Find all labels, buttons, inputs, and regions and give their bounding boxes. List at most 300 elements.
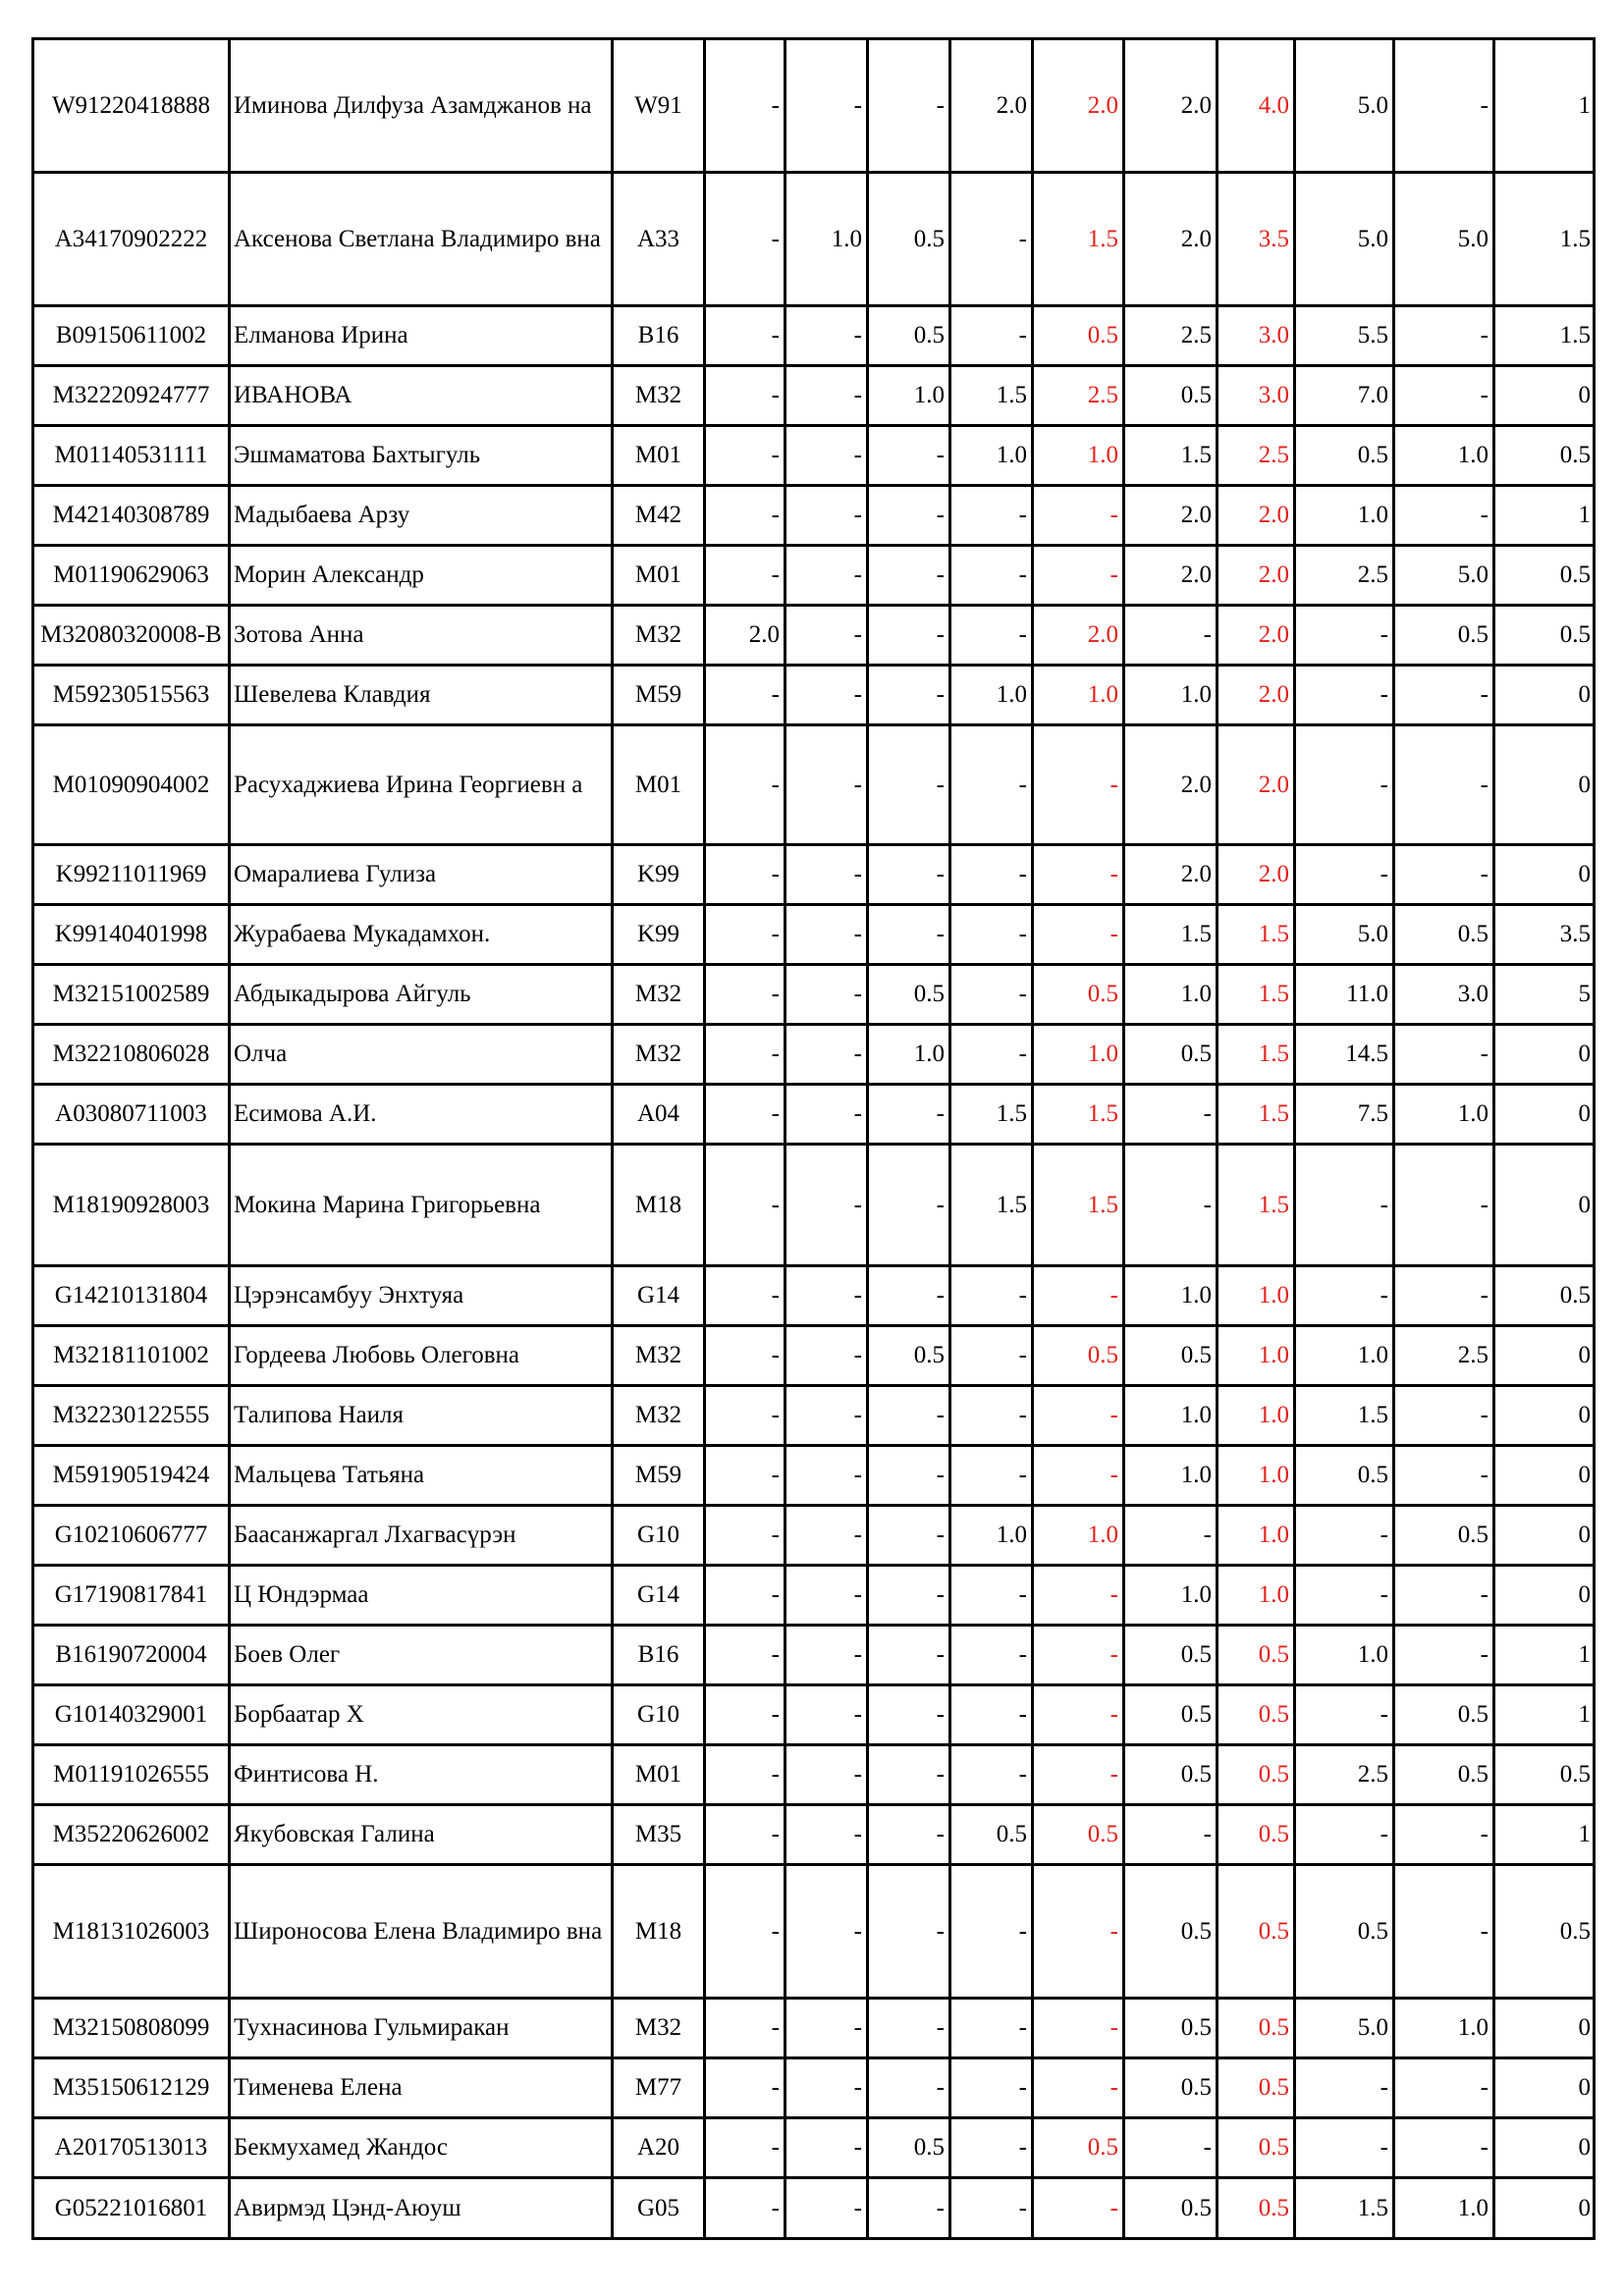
participant-id-cell: M01191026555 [33, 1745, 230, 1805]
score-cell: - [950, 1566, 1033, 1626]
score-cell: - [868, 1626, 950, 1685]
score-cell: - [868, 1999, 950, 2058]
table-row [33, 1025, 1595, 1085]
subtotal-cell: 2.0 [1033, 39, 1124, 173]
club-code-cell: M01 [613, 1745, 705, 1805]
score-cell: 0.5 [868, 965, 950, 1025]
subtotal-cell: 2.5 [1033, 366, 1124, 426]
score-cell: - [868, 1745, 950, 1805]
club-code-cell: M35 [613, 1805, 705, 1865]
score-cell: 0 [1494, 1085, 1595, 1145]
total-cell: 3.5 [1218, 173, 1295, 306]
score-cell: - [868, 666, 950, 725]
participant-name-cell: Борбаатар Х [230, 1685, 613, 1745]
score-cell: - [868, 1386, 950, 1446]
score-cell: 0.5 [1394, 905, 1494, 965]
score-cell: - [785, 666, 868, 725]
total-cell: 0.5 [1218, 2178, 1295, 2239]
score-cell: 1.0 [1394, 1085, 1494, 1145]
table-row [33, 2058, 1595, 2118]
score-cell: 2.5 [1124, 306, 1218, 366]
score-cell: 0.5 [868, 2118, 950, 2178]
score-cell: - [1295, 1685, 1394, 1745]
score-cell: 1.0 [1295, 486, 1394, 546]
subtotal-cell: - [1033, 1745, 1124, 1805]
score-cell: - [705, 546, 785, 606]
subtotal-cell: 1.5 [1033, 1085, 1124, 1145]
score-cell: - [785, 1025, 868, 1085]
total-cell: 1.5 [1218, 1085, 1295, 1145]
score-cell: 0 [1494, 2178, 1595, 2239]
score-cell: - [785, 965, 868, 1025]
score-cell: 1.5 [950, 1145, 1033, 1266]
score-cell: - [705, 1446, 785, 1506]
club-code-cell: M32 [613, 1386, 705, 1446]
club-code-cell: M32 [613, 606, 705, 666]
score-cell: 7.5 [1295, 1085, 1394, 1145]
score-cell: 0 [1494, 1506, 1595, 1566]
subtotal-cell: 0.5 [1033, 1805, 1124, 1865]
table-row [33, 905, 1595, 965]
subtotal-cell: - [1033, 1566, 1124, 1626]
table-row [33, 1145, 1595, 1266]
subtotal-cell: 1.0 [1033, 666, 1124, 725]
score-cell: 2.5 [1295, 1745, 1394, 1805]
score-cell: - [868, 1685, 950, 1745]
score-cell: - [950, 1266, 1033, 1326]
score-cell: - [785, 1566, 868, 1626]
score-cell: - [785, 1446, 868, 1506]
subtotal-cell: 0.5 [1033, 965, 1124, 1025]
score-cell: - [950, 606, 1033, 666]
score-cell: - [785, 1145, 868, 1266]
club-code-cell: G10 [613, 1506, 705, 1566]
total-cell: 1.0 [1218, 1506, 1295, 1566]
score-cell: - [705, 173, 785, 306]
table-row [33, 1085, 1595, 1145]
score-cell: 0 [1494, 725, 1595, 845]
subtotal-cell: - [1033, 2058, 1124, 2118]
participant-id-cell: A20170513013 [33, 2118, 230, 2178]
participant-id-cell: G05221016801 [33, 2178, 230, 2239]
score-cell: - [785, 1266, 868, 1326]
score-cell: - [705, 2178, 785, 2239]
club-code-cell: G14 [613, 1566, 705, 1626]
score-cell: 0.5 [1394, 1745, 1494, 1805]
score-cell: - [705, 2058, 785, 2118]
participant-name-cell: Абдыкадырова Айгуль [230, 965, 613, 1025]
club-code-cell: M01 [613, 725, 705, 845]
score-cell: 1.5 [1124, 905, 1218, 965]
table-row [33, 1745, 1595, 1805]
total-cell: 1.0 [1218, 1326, 1295, 1386]
score-cell: - [1295, 1566, 1394, 1626]
score-cell: 2.0 [1124, 486, 1218, 546]
score-cell: 0.5 [950, 1805, 1033, 1865]
score-cell: - [785, 366, 868, 426]
participant-name-cell: Баасанжаргал Лхагвасүрэн [230, 1506, 613, 1566]
total-cell: 1.5 [1218, 905, 1295, 965]
subtotal-cell: 0.5 [1033, 306, 1124, 366]
score-cell: 3.5 [1494, 905, 1595, 965]
score-cell: 14.5 [1295, 1025, 1394, 1085]
score-cell: - [705, 1506, 785, 1566]
score-cell: 0.5 [1394, 1685, 1494, 1745]
score-cell: - [785, 546, 868, 606]
club-code-cell: M32 [613, 1326, 705, 1386]
score-cell: - [1124, 1145, 1218, 1266]
score-cell: - [868, 1145, 950, 1266]
table-row [33, 845, 1595, 905]
score-cell: 0.5 [1494, 1266, 1595, 1326]
participant-name-cell: Мокина Марина Григорьевна [230, 1145, 613, 1266]
score-cell: 1 [1494, 1626, 1595, 1685]
score-cell: - [950, 173, 1033, 306]
score-cell: - [1394, 39, 1494, 173]
total-cell: 2.5 [1218, 426, 1295, 486]
score-cell: - [1394, 1805, 1494, 1865]
participant-name-cell: Эшмаматова Бахтыгуль [230, 426, 613, 486]
score-cell: - [785, 1805, 868, 1865]
participant-id-cell: M32230122555 [33, 1386, 230, 1446]
score-cell: 2.0 [1124, 845, 1218, 905]
score-cell: - [705, 1085, 785, 1145]
total-cell: 0.5 [1218, 1865, 1295, 1999]
table-row [33, 1326, 1595, 1386]
score-cell: - [1295, 1805, 1394, 1865]
score-cell: 1.5 [1295, 2178, 1394, 2239]
score-cell: - [950, 2178, 1033, 2239]
score-cell: 0.5 [1295, 1446, 1394, 1506]
club-code-cell: M32 [613, 366, 705, 426]
participant-name-cell: Мальцева Татьяна [230, 1446, 613, 1506]
score-cell: 2.5 [1394, 1326, 1494, 1386]
score-cell: - [785, 1865, 868, 1999]
participant-id-cell: M32220924777 [33, 366, 230, 426]
subtotal-cell: - [1033, 845, 1124, 905]
score-cell: - [1394, 2058, 1494, 2118]
club-code-cell: M32 [613, 1025, 705, 1085]
table-row [33, 1266, 1595, 1326]
score-cell: 0.5 [868, 173, 950, 306]
table-row [33, 2178, 1595, 2239]
participant-id-cell: A34170902222 [33, 173, 230, 306]
score-cell: - [705, 426, 785, 486]
score-cell: - [868, 905, 950, 965]
score-cell: - [950, 306, 1033, 366]
score-cell: 0 [1494, 1999, 1595, 2058]
score-cell: 0.5 [1124, 1025, 1218, 1085]
total-cell: 2.0 [1218, 546, 1295, 606]
participant-name-cell: ИВАНОВА [230, 366, 613, 426]
participant-name-cell: Шевелева Клавдия [230, 666, 613, 725]
score-cell: 5.0 [1295, 39, 1394, 173]
subtotal-cell: 1.0 [1033, 1025, 1124, 1085]
score-cell: 2.0 [950, 39, 1033, 173]
score-cell: 0.5 [1124, 1626, 1218, 1685]
participant-id-cell: M18131026003 [33, 1865, 230, 1999]
score-cell: - [950, 1386, 1033, 1446]
total-cell: 1.5 [1218, 1025, 1295, 1085]
total-cell: 1.0 [1218, 1266, 1295, 1326]
total-cell: 0.5 [1218, 2118, 1295, 2178]
club-code-cell: G14 [613, 1266, 705, 1326]
club-code-cell: M42 [613, 486, 705, 546]
score-cell: - [705, 1745, 785, 1805]
score-cell: 0.5 [1494, 1745, 1595, 1805]
score-cell: 0.5 [1124, 2178, 1218, 2239]
score-cell: 0.5 [1494, 1865, 1595, 1999]
subtotal-cell: 1.5 [1033, 1145, 1124, 1266]
score-cell: - [705, 486, 785, 546]
participant-id-cell: M32080320008-B [33, 606, 230, 666]
participant-id-cell: M01190629063 [33, 546, 230, 606]
score-cell: 1.0 [1295, 1626, 1394, 1685]
table-row [33, 1386, 1595, 1446]
score-cell: - [705, 666, 785, 725]
total-cell: 2.0 [1218, 845, 1295, 905]
subtotal-cell: 1.0 [1033, 1506, 1124, 1566]
table-row [33, 1805, 1595, 1865]
score-cell: 1.0 [1124, 1446, 1218, 1506]
score-cell: - [705, 1025, 785, 1085]
participant-id-cell: M35150612129 [33, 2058, 230, 2118]
table-row [33, 306, 1595, 366]
score-cell: 1.0 [1124, 1266, 1218, 1326]
score-cell: - [705, 725, 785, 845]
participant-id-cell: A03080711003 [33, 1085, 230, 1145]
participant-id-cell: B16190720004 [33, 1626, 230, 1685]
table-row [33, 2118, 1595, 2178]
participant-id-cell: M32181101002 [33, 1326, 230, 1386]
score-cell: - [950, 1999, 1033, 2058]
score-cell: 5 [1494, 965, 1595, 1025]
score-cell: 0.5 [1124, 1999, 1218, 2058]
score-cell: - [950, 1865, 1033, 1999]
club-code-cell: M01 [613, 546, 705, 606]
score-cell: - [868, 1506, 950, 1566]
total-cell: 0.5 [1218, 1999, 1295, 2058]
score-cell: - [1394, 666, 1494, 725]
score-cell: - [1295, 1506, 1394, 1566]
table-row [33, 1685, 1595, 1745]
participant-name-cell: Финтисова Н. [230, 1745, 613, 1805]
score-cell: - [1124, 1506, 1218, 1566]
score-cell: 0 [1494, 1386, 1595, 1446]
score-cell: 0 [1494, 1446, 1595, 1506]
score-cell: 1.0 [785, 173, 868, 306]
score-cell: - [1394, 306, 1494, 366]
score-cell: 5.0 [1394, 173, 1494, 306]
score-cell: 0.5 [1394, 1506, 1494, 1566]
subtotal-cell: - [1033, 905, 1124, 965]
total-cell: 2.0 [1218, 725, 1295, 845]
participant-id-cell: G17190817841 [33, 1566, 230, 1626]
score-cell: 5.0 [1295, 905, 1394, 965]
participant-id-cell: M01090904002 [33, 725, 230, 845]
club-code-cell: G05 [613, 2178, 705, 2239]
score-cell: 2.0 [1124, 725, 1218, 845]
table-row [33, 666, 1595, 725]
score-cell: 11.0 [1295, 965, 1394, 1025]
participant-name-cell: Зотова Анна [230, 606, 613, 666]
score-cell: - [1295, 2058, 1394, 2118]
score-cell: - [1295, 606, 1394, 666]
club-code-cell: K99 [613, 905, 705, 965]
club-code-cell: B16 [613, 1626, 705, 1685]
score-cell: - [785, 1085, 868, 1145]
score-cell: 0 [1494, 1025, 1595, 1085]
score-cell: - [868, 1266, 950, 1326]
subtotal-cell: - [1033, 1999, 1124, 2058]
score-cell: - [1394, 1566, 1494, 1626]
table-row [33, 39, 1595, 173]
participant-id-cell: M32150808099 [33, 1999, 230, 2058]
club-code-cell: A33 [613, 173, 705, 306]
score-cell: - [868, 606, 950, 666]
participant-name-cell: Есимова А.И. [230, 1085, 613, 1145]
participant-name-cell: Расухаджиева Ирина Георгиевн а [230, 725, 613, 845]
score-cell: - [785, 1326, 868, 1386]
score-cell: - [785, 845, 868, 905]
participant-id-cell: M32151002589 [33, 965, 230, 1025]
score-cell: - [785, 426, 868, 486]
score-cell: - [1394, 486, 1494, 546]
table-row [33, 366, 1595, 426]
score-cell: 0.5 [1124, 1865, 1218, 1999]
score-cell: - [1394, 1386, 1494, 1446]
score-cell: - [1295, 1266, 1394, 1326]
score-cell: - [705, 306, 785, 366]
score-cell: - [950, 725, 1033, 845]
score-cell: - [705, 1266, 785, 1326]
score-cell: - [705, 1685, 785, 1745]
score-cell: - [785, 1626, 868, 1685]
table-row [33, 965, 1595, 1025]
score-cell: 5.0 [1394, 546, 1494, 606]
score-cell: - [868, 845, 950, 905]
subtotal-cell: - [1033, 546, 1124, 606]
score-cell: - [868, 426, 950, 486]
score-cell: - [950, 1025, 1033, 1085]
score-cell: - [950, 486, 1033, 546]
score-cell: 1.0 [1394, 426, 1494, 486]
score-cell: - [785, 486, 868, 546]
score-cell: 0.5 [1295, 426, 1394, 486]
score-cell: - [1124, 1805, 1218, 1865]
score-cell: 1 [1494, 1685, 1595, 1745]
participant-id-cell: M42140308789 [33, 486, 230, 546]
table-row [33, 1865, 1595, 1999]
total-cell: 2.0 [1218, 666, 1295, 725]
score-cell: 1.0 [1124, 1386, 1218, 1446]
score-cell: - [705, 1865, 785, 1999]
score-cell: - [1394, 366, 1494, 426]
score-cell: 1.0 [950, 426, 1033, 486]
score-cell: 2.0 [1124, 546, 1218, 606]
score-cell: 0 [1494, 1145, 1595, 1266]
score-cell: - [785, 1386, 868, 1446]
table-row [33, 1506, 1595, 1566]
score-cell: - [868, 2058, 950, 2118]
score-cell: - [868, 1566, 950, 1626]
score-cell: - [785, 1745, 868, 1805]
participant-name-cell: Широносова Елена Владимиро вна [230, 1865, 613, 1999]
score-cell: - [785, 1999, 868, 2058]
subtotal-cell: - [1033, 1865, 1124, 1999]
score-cell: 1.0 [1124, 1566, 1218, 1626]
participant-id-cell: B09150611002 [33, 306, 230, 366]
total-cell: 2.0 [1218, 606, 1295, 666]
score-cell: 2.0 [705, 606, 785, 666]
score-cell: - [785, 606, 868, 666]
score-cell: - [1295, 2118, 1394, 2178]
score-cell: 2.0 [1124, 39, 1218, 173]
score-cell: 1.0 [868, 366, 950, 426]
score-cell: - [785, 306, 868, 366]
score-cell: 5.5 [1295, 306, 1394, 366]
score-cell: - [785, 2118, 868, 2178]
score-cell: - [950, 2058, 1033, 2118]
score-cell: - [705, 1626, 785, 1685]
score-cell: - [950, 1446, 1033, 1506]
score-cell: - [868, 546, 950, 606]
participant-id-cell: G10140329001 [33, 1685, 230, 1745]
participant-name-cell: Цэрэнсамбуу Энхтуяа [230, 1266, 613, 1326]
score-cell: 1.0 [1394, 2178, 1494, 2239]
score-cell: - [785, 2058, 868, 2118]
score-cell: 5.0 [1295, 173, 1394, 306]
club-code-cell: M32 [613, 1999, 705, 2058]
table-row [33, 606, 1595, 666]
subtotal-cell: - [1033, 1446, 1124, 1506]
score-cell: 1 [1494, 486, 1595, 546]
subtotal-cell: 0.5 [1033, 1326, 1124, 1386]
score-cell: - [785, 1685, 868, 1745]
club-code-cell: M59 [613, 666, 705, 725]
score-cell: - [1394, 1025, 1494, 1085]
participant-name-cell: Бекмухамед Жандос [230, 2118, 613, 2178]
score-cell: 0.5 [1124, 1685, 1218, 1745]
score-cell: 0 [1494, 2058, 1595, 2118]
participant-name-cell: Иминова Дилфуза Азамджанов на [230, 39, 613, 173]
score-cell: 1.5 [1494, 173, 1595, 306]
participant-name-cell: Журабаева Мукадамхон. [230, 905, 613, 965]
score-cell: - [950, 1626, 1033, 1685]
score-cell: 0 [1494, 366, 1595, 426]
subtotal-cell: - [1033, 725, 1124, 845]
table-row [33, 1566, 1595, 1626]
participant-name-cell: Елманова Ирина [230, 306, 613, 366]
score-cell: 0.5 [1494, 606, 1595, 666]
score-cell: - [950, 1745, 1033, 1805]
table-row [33, 486, 1595, 546]
total-cell: 0.5 [1218, 1626, 1295, 1685]
score-cell: 1.5 [950, 366, 1033, 426]
participant-id-cell: G14210131804 [33, 1266, 230, 1326]
score-cell: 0.5 [1295, 1865, 1394, 1999]
score-cell: - [1394, 1626, 1494, 1685]
participant-id-cell: M35220626002 [33, 1805, 230, 1865]
score-cell: 0.5 [1494, 426, 1595, 486]
points-table [31, 37, 1596, 2240]
total-cell: 1.5 [1218, 1145, 1295, 1266]
table-row [33, 725, 1595, 845]
score-cell: - [1124, 606, 1218, 666]
score-cell: - [950, 845, 1033, 905]
total-cell: 0.5 [1218, 1805, 1295, 1865]
participant-name-cell: Ц Юндэрмаа [230, 1566, 613, 1626]
